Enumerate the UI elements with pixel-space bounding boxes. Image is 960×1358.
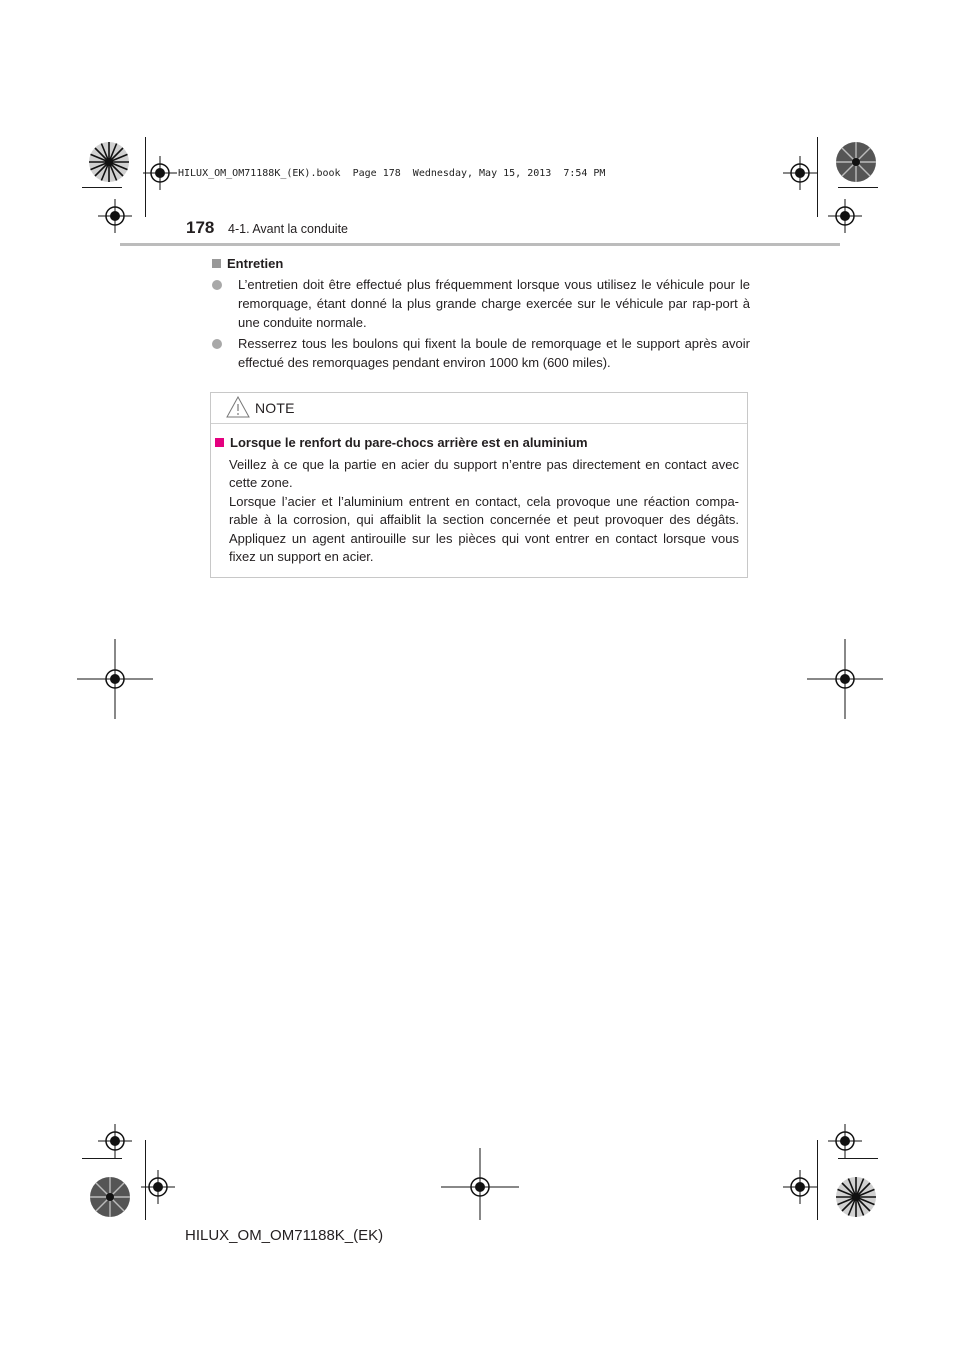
crop-mark xyxy=(817,137,818,217)
square-bullet-icon xyxy=(212,259,221,268)
note-subheading xyxy=(215,435,588,450)
registration-mark-icon xyxy=(828,199,862,233)
crop-mark xyxy=(838,1158,878,1159)
starburst-mark-icon xyxy=(834,1175,878,1219)
registration-mark-icon xyxy=(98,199,132,233)
list-item-text: L’entretien doit être effectué plus fréquemment lorsque vous utilisez le véhicule pour le remorquage, étant donné la plus grande charge exercée sur le véhicule par rap-port à une conduite normale. xyxy=(238,277,750,330)
note-box xyxy=(210,392,748,578)
note-label: NOTE xyxy=(255,400,295,416)
registration-mark-icon xyxy=(143,156,177,190)
crop-mark xyxy=(817,1140,818,1220)
registration-mark-icon xyxy=(141,1170,175,1204)
list-item-text: Resserrez tous les boulons qui fixent la boule de remorquage et le support après avoir effectué des remorquages pendant environ 1000 km (600 miles). xyxy=(238,336,750,370)
header-rule xyxy=(120,243,840,246)
crop-mark xyxy=(838,187,878,188)
round-bullet-icon xyxy=(212,280,222,290)
registration-mark-icon xyxy=(98,1124,132,1158)
note-header xyxy=(211,393,747,424)
crop-mark xyxy=(82,187,122,188)
square-bullet-icon xyxy=(215,438,224,447)
list-item xyxy=(212,275,750,332)
registration-mark-icon xyxy=(807,639,883,719)
crop-mark xyxy=(82,1158,122,1159)
starburst-mark-icon xyxy=(87,140,131,184)
registration-mark-icon xyxy=(783,156,817,190)
note-body xyxy=(229,456,739,566)
registration-mark-icon xyxy=(783,1170,817,1204)
round-bullet-icon xyxy=(212,339,222,349)
section-title: 4-1. Avant la conduite xyxy=(228,222,348,236)
note-paragraph: Veillez à ce que la partie en acier du support n’entre pas directement en contact avec cette zone. xyxy=(229,457,739,491)
list-item xyxy=(212,334,750,372)
page-number: 178 xyxy=(186,218,215,237)
document-code: HILUX_OM_OM71188K_(EK) xyxy=(185,1227,384,1244)
note-subheading-text: Lorsque le renfort du pare-chocs arrière est en aluminium xyxy=(230,435,588,450)
maintenance-heading-text: Entretien xyxy=(227,256,284,271)
maintenance-heading xyxy=(212,256,283,271)
note-paragraph: Lorsque l’acier et l’aluminium entrent en contact, cela provoque une réaction compa-rable à la corrosion, qui affaiblit la section concernée et peut provoquer des dégâts. Appliquez un agent antirouille sur les pièces qui vont entrer en contact lorsque vous fixez un support en acier. xyxy=(229,493,739,565)
starburst-mark-icon xyxy=(834,140,878,184)
warning-triangle-icon xyxy=(226,396,250,418)
registration-mark-icon xyxy=(828,1124,862,1158)
print-slug-line: HILUX_OM_OM71188K_(EK).book Page 178 Wednesday, May 15, 2013 7:54 PM xyxy=(178,168,606,179)
starburst-mark-icon xyxy=(88,1175,132,1219)
registration-mark-icon xyxy=(77,639,153,719)
registration-mark-icon xyxy=(441,1148,519,1220)
